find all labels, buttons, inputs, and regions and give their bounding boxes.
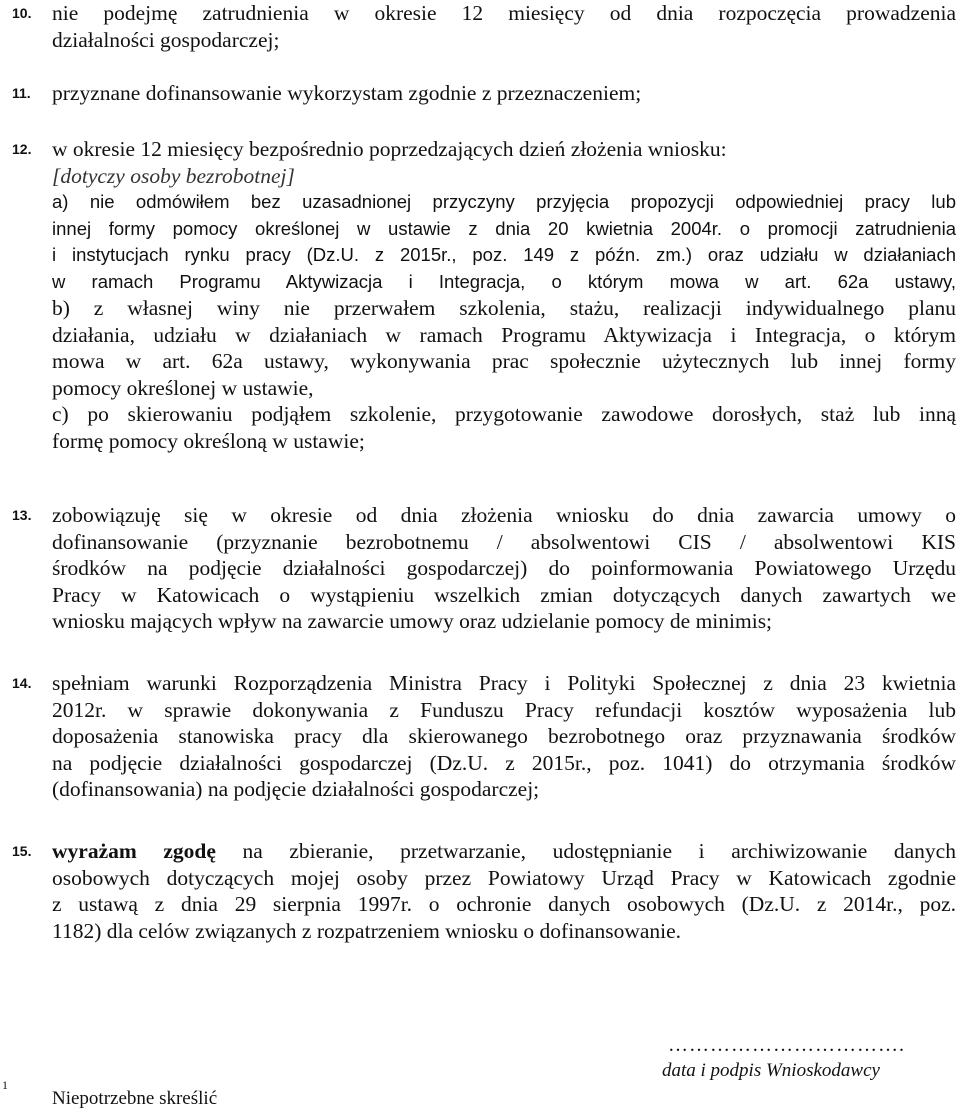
text-line: innej formy pomocy określonej w ustawie z dnia 20 kwietnia 2004r. o promocji zatrudnienia xyxy=(52,217,956,239)
text-line: i instytucjach rynku pracy (Dz.U. z 2015r., poz. 149 z późn. zm.) oraz udziału w działaniach xyxy=(52,244,956,265)
text-line: działania, udziału w działaniach w ramach Programu Aktywizacja i Integracja, o którym xyxy=(52,322,956,347)
text-line: spełniam warunki Rozporządzenia Ministra Pracy i Polityki Społecznej z dnia 23 kwietnia xyxy=(52,671,956,695)
clause-text xyxy=(52,80,956,107)
text-line: wniosku mających wpływ na zawarcie umowy oraz udzielanie pomocy de minimis; xyxy=(52,609,773,633)
text-line: z ustawą z dnia 29 sierpnia 1997r. o ochronie danych osobowych (Dz.U. z 2014r., poz. xyxy=(52,892,956,916)
text-line: b) z własnej winy nie przerwałem szkolenia, stażu, realizacji indywidualnego planu xyxy=(52,296,956,320)
text-line: zobowiązuję się w okresie od dnia złożenia wniosku do dnia zawarcia umowy o xyxy=(52,503,956,527)
text-line: przyznane dofinansowanie wykorzystam zgodnie z przeznaczeniem; xyxy=(52,81,642,105)
text-line: osobowych dotyczących mojej osoby przez Powiatowy Urząd Pracy w Katowicach zgodnie xyxy=(52,865,956,890)
clause-text xyxy=(52,838,956,944)
clause-text xyxy=(52,670,956,803)
signature-line: ……………………………. xyxy=(668,1034,905,1056)
clause-12 xyxy=(0,136,956,454)
signature-label: data i podpis Wnioskodawcy xyxy=(662,1060,880,1081)
clause-number: 12. xyxy=(12,141,32,157)
sub-point-c xyxy=(52,401,956,454)
text-line: nie podejmę zatrudnienia w okresie 12 miesięcy od dnia rozpoczęcia prowadzenia xyxy=(52,1,956,25)
clause-14 xyxy=(0,670,956,803)
clause-text xyxy=(52,502,956,635)
clause-number: 14. xyxy=(12,675,32,691)
clause-13 xyxy=(0,502,956,635)
clause-text xyxy=(52,136,956,454)
clause-15 xyxy=(0,838,956,944)
text-line: dofinansowanie (przyznanie bezrobotnemu / absolwentowi CIS / absolwentowi KIS xyxy=(52,529,956,554)
text-line: w ramach Programu Aktywizacja i Integracja, o którym mowa w art. 62a ustawy, xyxy=(52,270,956,292)
text-line: a) nie odmówiłem bez uzasadnionej przyczyny przyjęcia propozycji odpowiedniej pracy lub xyxy=(52,191,956,212)
text-line: Pracy w Katowicach o wystąpieniu wszelkich zmian dotyczących danych zawartych we xyxy=(52,582,956,607)
text-line: 2012r. w sprawie dokonywania z Funduszu Pracy refundacji kosztów wyposażenia lub xyxy=(52,697,956,722)
clause-10 xyxy=(0,0,956,53)
text-line: działalności gospodarczej; xyxy=(52,27,280,52)
text-line: pomocy określonej w ustawie, xyxy=(52,375,314,400)
clause-intro: w okresie 12 miesięcy bezpośrednio poprzedzających dzień złożenia wniosku: xyxy=(52,137,727,161)
text-line: środków na podjęcie działalności gospodarczej) do poinformowania Powiatowego Urzędu xyxy=(52,556,956,580)
text-line xyxy=(52,838,956,865)
clause-11 xyxy=(0,80,956,107)
clause-number: 15. xyxy=(12,843,32,859)
clause-text xyxy=(52,0,956,53)
clause-number: 13. xyxy=(12,507,32,523)
text-line: formę pomocy określoną w ustawie; xyxy=(52,428,365,453)
footnote-mark: 1 xyxy=(2,1078,8,1092)
sub-point-a xyxy=(52,189,956,295)
clause-note: [dotyczy osoby bezrobotnej] xyxy=(52,163,295,188)
consent-lead: wyrażam zgodę xyxy=(52,839,216,863)
text-line: c) po skierowaniu podjąłem szkolenie, przygotowanie zawodowe dorosłych, staż lub inną xyxy=(52,402,956,426)
text-line: mowa w art. 62a ustawy, wykonywania prac społecznie użytecznych lub innej formy xyxy=(52,349,956,373)
clause-number: 10. xyxy=(12,5,32,21)
text-line: na podjęcie działalności gospodarczej (Dz.U. z 2015r., poz. 1041) do otrzymania środków xyxy=(52,750,956,775)
sub-point-b xyxy=(52,295,956,401)
text-line: doposażenia stanowiska pracy dla skierowanego bezrobotnego oraz przyznawania środków xyxy=(52,724,956,748)
text-line: (dofinansowania) na podjęcie działalności gospodarczej; xyxy=(52,777,540,801)
clause-number: 11. xyxy=(12,85,31,101)
consent-text: na zbieranie, przetwarzanie, udostępnianie i archiwizowanie danych xyxy=(215,839,956,863)
footnote-text: Niepotrzebne skreślić xyxy=(52,1088,218,1109)
text-line: 1182) dla celów związanych z rozpatrzeniem wniosku o dofinansowanie. xyxy=(52,918,682,943)
